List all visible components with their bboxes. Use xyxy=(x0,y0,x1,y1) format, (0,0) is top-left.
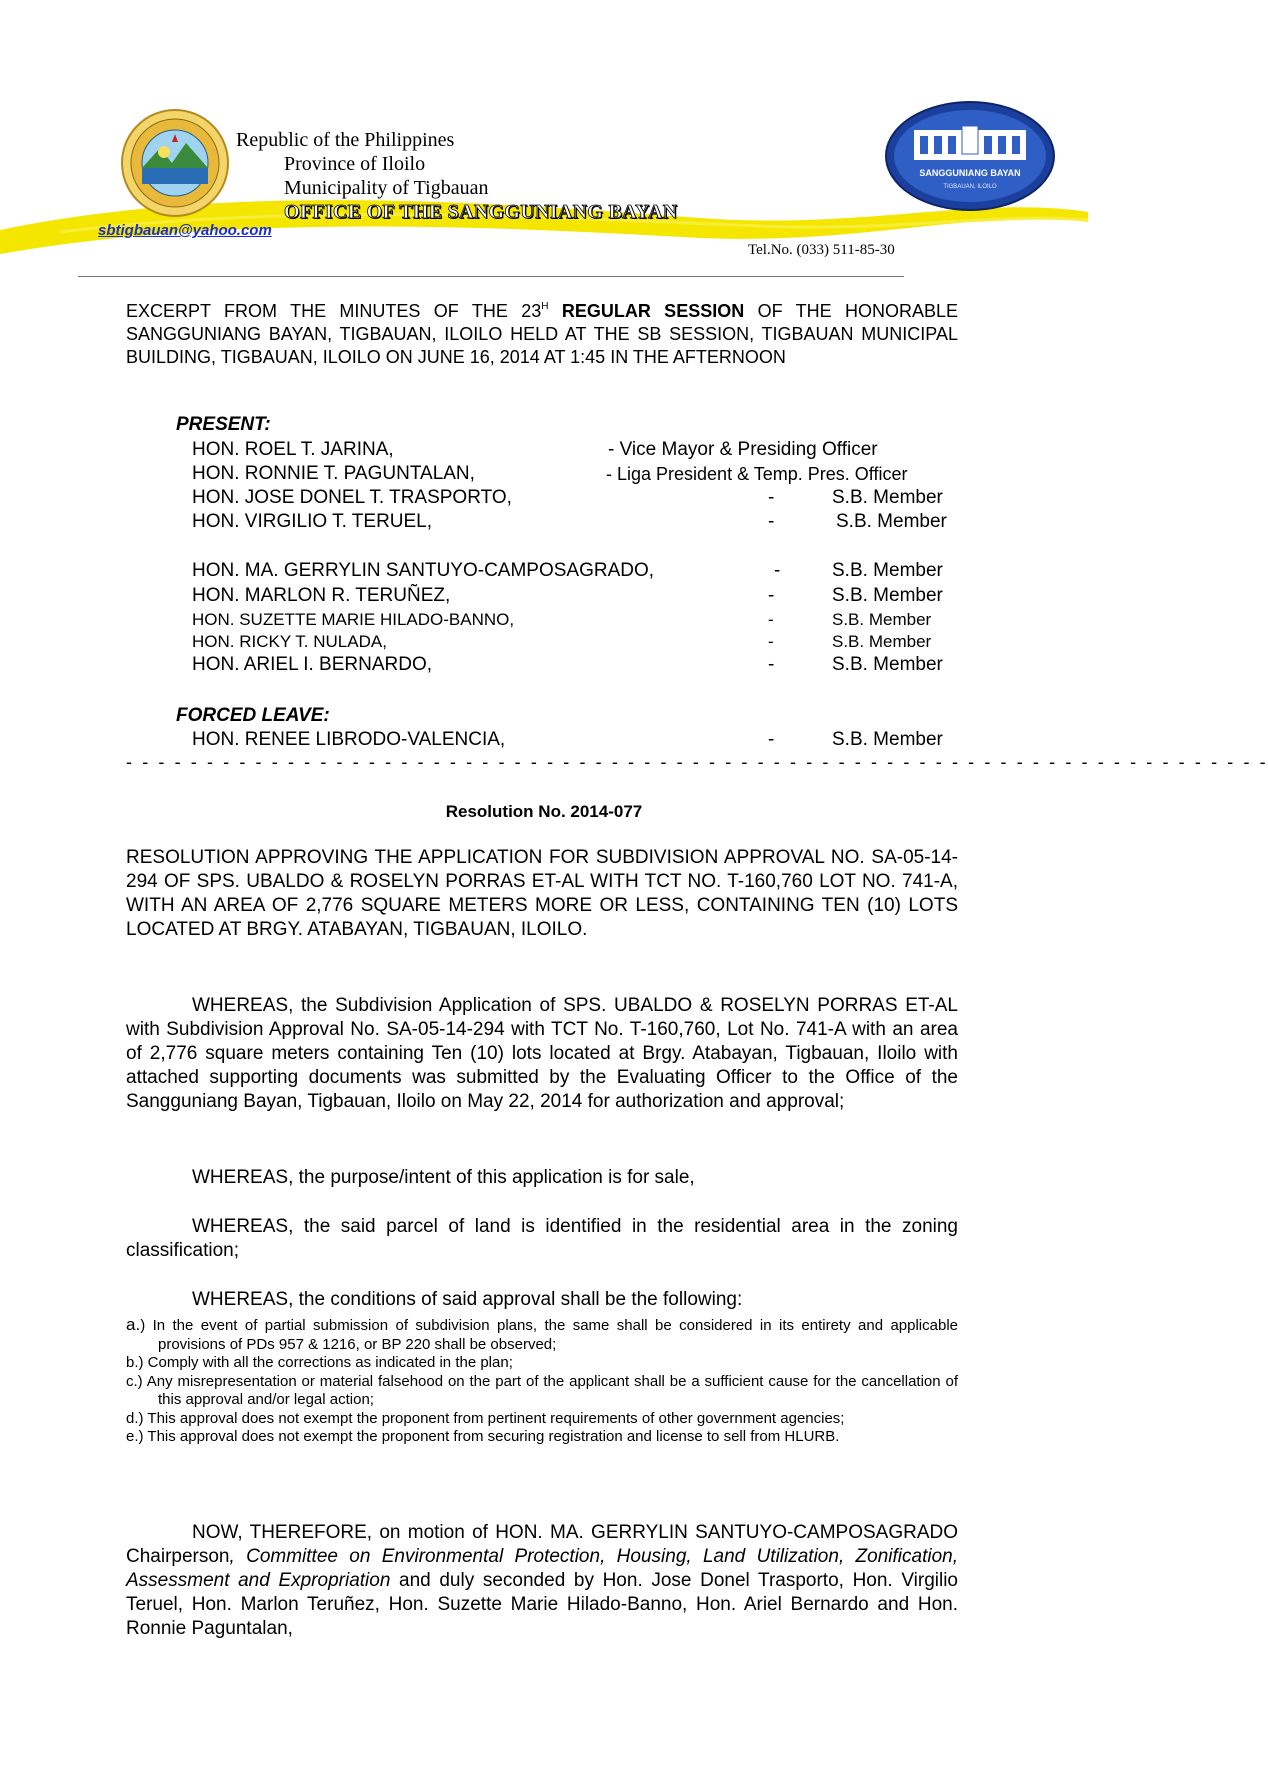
attendee-name: HON. MARLON R. TERUÑEZ, xyxy=(192,585,451,606)
attendee-name: HON. VIRGILIO T. TERUEL, xyxy=(192,511,433,532)
condition-item xyxy=(126,1410,958,1429)
forced-leave-label: FORCED LEAVE: xyxy=(176,705,330,726)
excerpt-text-start: EXCERPT FROM THE MINUTES OF THE 23 xyxy=(126,301,542,321)
excerpt-superscript: H xyxy=(541,301,549,312)
condition-item xyxy=(126,1354,958,1373)
attendee-role: - Vice Mayor & Presiding Officer xyxy=(608,439,878,460)
attendee-name: HON. RICKY T. NULADA, xyxy=(192,632,387,651)
now-therefore-start: NOW, THEREFORE, on motion of HON. MA. GERRYLIN SANTUYO-CAMPOSAGRADO Chairperson xyxy=(126,1522,958,1567)
attendee-name: HON. MA. GERRYLIN SANTUYO-CAMPOSAGRADO, xyxy=(192,560,655,581)
present-label: PRESENT: xyxy=(176,414,271,435)
letterhead-republic: Republic of the Philippines xyxy=(236,129,455,151)
attendee-role: S.B. Member xyxy=(832,632,932,651)
resolution-number: Resolution No. 2014-077 xyxy=(445,802,643,821)
committee-name: , Committee on Environmental Protection, Housing, Land Utilization, Zonification, Assessment and Expropriation xyxy=(126,1546,958,1591)
municipality-seal-icon xyxy=(120,108,230,218)
attendee-row xyxy=(192,487,962,511)
letterhead-office: OFFICE OF THE SANGGUNIANG BAYAN xyxy=(284,201,678,223)
attendee-row xyxy=(192,632,962,656)
attendee-row xyxy=(192,585,962,609)
attendee-dash: - xyxy=(768,654,775,675)
attendee-row xyxy=(192,463,962,487)
attendee-row xyxy=(192,439,962,463)
conditions-list xyxy=(126,1316,958,1447)
letterhead-province: Province of Iloilo xyxy=(284,153,426,175)
attendee-role: S.B. Member xyxy=(832,729,943,750)
condition-text: ) Comply with all the corrections as indicated in the plan; xyxy=(138,1354,513,1371)
attendee-name: HON. JOSE DONEL T. TRASPORTO, xyxy=(192,487,512,508)
condition-lead: c. xyxy=(126,1372,138,1390)
attendee-row xyxy=(192,560,962,584)
whereas-paragraph: WHEREAS, the said parcel of land is identified in the residential area in the zoning classification; xyxy=(126,1216,958,1261)
excerpt-session: REGULAR SESSION xyxy=(561,301,745,321)
attendee-dash: - xyxy=(768,585,775,606)
attendee-role: S.B. Member xyxy=(832,585,943,606)
attendee-row xyxy=(192,610,962,634)
attendee-role: S.B. Member xyxy=(832,610,932,629)
attendee-role: S.B. Member xyxy=(832,487,943,508)
attendee-dash: - xyxy=(768,487,775,508)
attendee-name: HON. ROEL T. JARINA, xyxy=(192,439,394,460)
attendee-name: HON. SUZETTE MARIE HILADO-BANNO, xyxy=(192,610,515,629)
excerpt-heading xyxy=(126,300,958,369)
attendee-name: HON. RONNIE T. PAGUNTALAN, xyxy=(192,463,475,484)
attendee-role: S.B. Member xyxy=(836,511,947,532)
condition-text: ) This approval does not exempt the proponent from pertinent requirements of other government agencies; xyxy=(138,1409,845,1427)
attendee-dash: - xyxy=(768,729,775,750)
now-therefore-end: and duly seconded by Hon. Jose Donel Trasporto, Hon. Virgilio Teruel, Hon. Marlon Teruñez, Hon. Suzette Marie Hilado-Banno, Hon. Ariel Bernardo and Hon. Ronnie Paguntalan, xyxy=(126,1570,959,1639)
attendee-dash: - xyxy=(768,610,774,629)
condition-item xyxy=(126,1316,958,1354)
condition-lead: b. xyxy=(126,1354,139,1371)
attendee-row xyxy=(192,654,962,678)
whereas-paragraph: WHEREAS, the purpose/intent of this application is for sale, xyxy=(192,1167,695,1188)
attendee-row xyxy=(192,511,962,535)
office-email-link[interactable]: sbtigbauan@yahoo.com xyxy=(98,222,272,239)
condition-item xyxy=(126,1428,958,1447)
attendee-dash: - xyxy=(768,511,775,532)
svg-text:SANGGUNIANG BAYAN: SANGGUNIANG BAYAN xyxy=(919,168,1021,178)
office-telephone: Tel.No. (033) 511-85-30 xyxy=(748,242,895,258)
dashed-separator: - - - - - - - - - - - - - - - - - - - - - - - - - - - - - - - - - - - - - - - - - - - - - - - - - - - - - - - - - - - - - - - - - - - - - - - xyxy=(126,752,1268,772)
sangguniang-bayan-seal-icon xyxy=(884,100,1056,212)
excerpt-text-end: OF THE HONORABLE SANGGUNIANG BAYAN, TIGBAUAN, ILOILO HELD AT THE SB SESSION, TIGBAUAN MUNICIPAL BUILDING, TIGBAUAN, ILOILO ON JUNE 16, 2014 AT 1:45 IN THE AFTERNOON xyxy=(126,301,958,367)
attendee-role: S.B. Member xyxy=(832,654,943,675)
condition-lead: a. xyxy=(126,1315,141,1334)
attendee-role: S.B. Member xyxy=(832,560,943,581)
letterhead-municipality: Municipality of Tigbauan xyxy=(284,177,489,199)
whereas-paragraph: WHEREAS, the Subdivision Application of SPS. UBALDO & ROSELYN PORRAS ET-AL with Subdivision Approval No. SA-05-14-294 with TCT No. T-160,760, Lot No. 741-A with an area of 2,776 square meters containing Ten (10) lots located at Brgy. Atabayan, Tigbauan, Iloilo with attached supporting documents was submitted by the Evaluating Officer to the Office of the Sangguniang Bayan, Tigbauan, Iloilo on May 22, 2014 for authorization and approval; xyxy=(126,995,958,1112)
condition-lead: e. xyxy=(126,1428,139,1445)
resolution-title: RESOLUTION APPROVING THE APPLICATION FOR SUBDIVISION APPROVAL NO. SA-05-14-294 OF SPS. UBALDO & ROSELYN PORRAS ET-AL WITH TCT NO. T-160,760 LOT NO. 741-A, WITH AN AREA OF 2,776 SQUARE METERS MORE OR LESS, CONTAINING TEN (10) LOTS LOCATED AT BRGY. ATABAYAN, TIGBAUAN, ILOILO. xyxy=(126,847,958,940)
attendee-role: - Liga President & Temp. Pres. Officer xyxy=(606,464,908,484)
whereas-paragraph: WHEREAS, the conditions of said approval shall be the following: xyxy=(192,1289,743,1310)
letterhead xyxy=(236,128,677,224)
attendee-row xyxy=(192,729,962,753)
header-divider xyxy=(78,276,904,277)
condition-lead: d. xyxy=(126,1409,139,1427)
now-therefore-paragraph xyxy=(126,1521,958,1641)
attendee-name: HON. ARIEL I. BERNARDO, xyxy=(192,654,433,675)
attendee-name: HON. RENEE LIBRODO-VALENCIA, xyxy=(192,729,506,750)
attendee-dash: - xyxy=(774,560,781,581)
condition-item xyxy=(126,1373,958,1410)
condition-text: ) In the event of partial submission of subdivision plans, the same shall be considered in its entirety and applicable provisions of PDs 957 & 1216, or BP 220 shall be observed; xyxy=(140,1317,958,1353)
attendee-dash: - xyxy=(768,632,774,651)
condition-text: ) This approval does not exempt the proponent from securing registration and license to sell from HLURB. xyxy=(138,1428,840,1445)
condition-text: ) Any misrepresentation or material falsehood on the part of the applicant shall be a sufficient cause for the cancellation of this approval and/or legal action; xyxy=(137,1372,958,1408)
svg-text:TIGBAUAN, ILOILO: TIGBAUAN, ILOILO xyxy=(943,184,997,190)
